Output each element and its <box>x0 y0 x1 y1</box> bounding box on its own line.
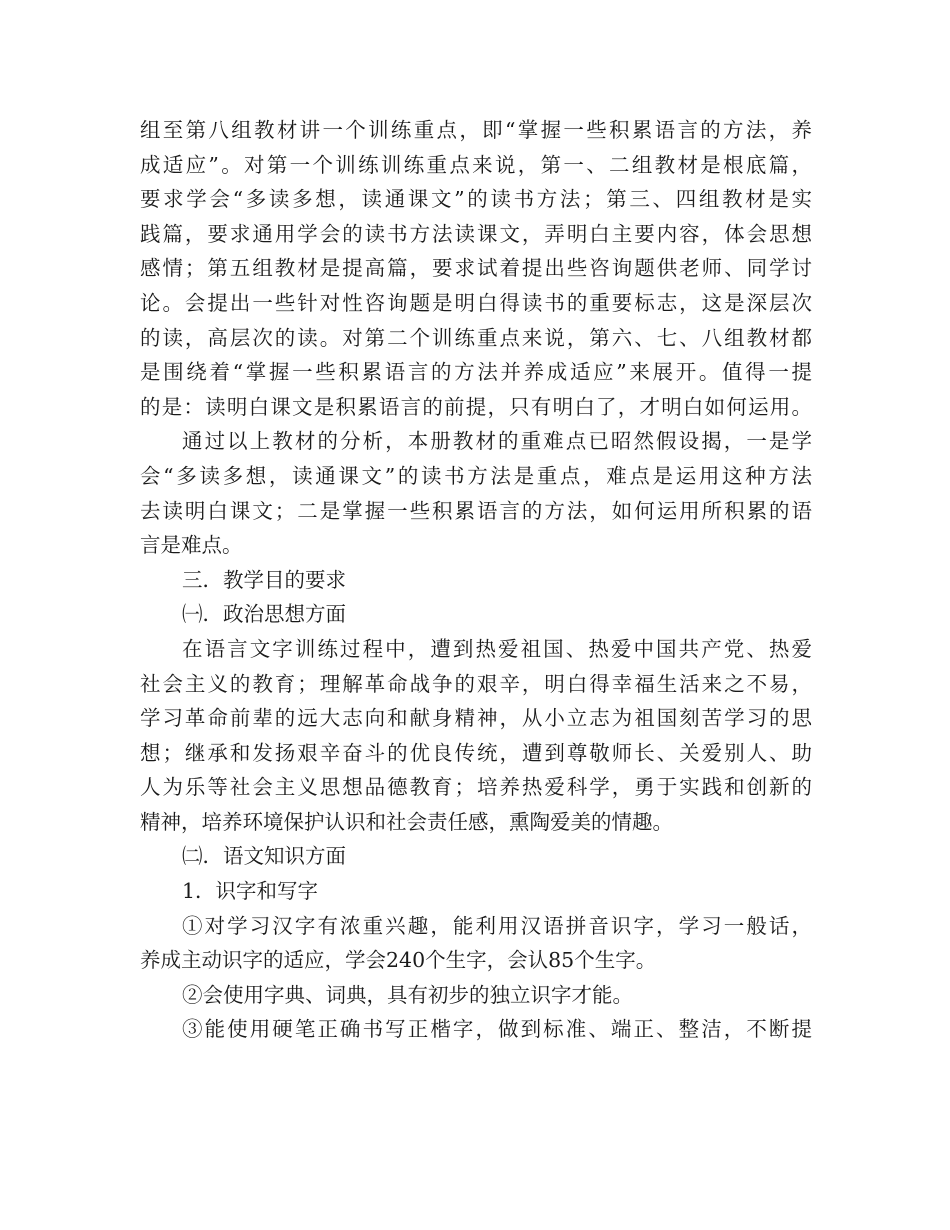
text-line: 想；继承和发扬艰辛奋斗的优良传统，遭到尊敬师长、关爱别人、助 <box>140 740 812 765</box>
text-line: 学习革命前辈的远大志向和献身精神，从小立志为祖国刻苦学习的思 <box>140 706 812 731</box>
subsection-heading: ㈡．语文知识方面 <box>182 844 346 869</box>
text-line: ③能使用硬笔正确书写正楷字，做到标准、端正、整洁，不断提 <box>182 1017 812 1042</box>
text-line: ②会使用字典、词典，具有初步的独立识字才能。 <box>182 982 633 1007</box>
text-line: 的是：读明白课文是积累语言的前提，只有明白了，才明白如何运用。 <box>140 394 812 419</box>
text-line: 精神，培养环境保护认识和社会责任感，熏陶爱美的情趣。 <box>140 809 673 834</box>
text-line: 成适应”。对第一个训练训练重点来说，第一、二组教材是根底篇， <box>140 152 812 177</box>
text-line: 论。会提出一些针对性咨询题是明白得读书的重要标志，这是深层次 <box>140 290 812 315</box>
section-heading: 三．教学目的要求 <box>182 567 346 592</box>
text-line: 要求学会“多读多想，读通课文”的读书方法；第三、四组教材是实 <box>140 187 812 212</box>
item-heading: 1．识字和写字 <box>182 879 319 904</box>
text-line: 言是难点。 <box>140 533 243 558</box>
text-line: 养成主动识字的适应，学会240个生字，会认85个生字。 <box>140 948 657 973</box>
document-page <box>140 113 812 1047</box>
text-line: 感情；第五组教材是提高篇，要求试着提出些咨询题供老师、同学讨 <box>140 256 812 281</box>
text-line: 人为乐等社会主义思想品德教育；培养热爱科学，勇于实践和创新的 <box>140 775 812 800</box>
text-line: 践篇，要求通用学会的读书方法读课文，弄明白主要内容，体会思想 <box>140 221 812 246</box>
text-line: 社会主义的教育；理解革命战争的艰辛，明白得幸福生活来之不易， <box>140 671 812 696</box>
text-line: ①对学习汉字有浓重兴趣，能利用汉语拼音识字，学习一般话， <box>182 913 812 938</box>
text-line: 在语言文字训练过程中，遭到热爱祖国、热爱中国共产党、热爱 <box>182 636 812 661</box>
text-line: 去读明白课文；二是掌握一些积累语言的方法，如何运用所积累的语 <box>140 498 812 523</box>
text-line: 通过以上教材的分析，本册教材的重难点已昭然假设揭，一是学 <box>182 429 812 454</box>
text-line: 会“多读多想，读通课文”的读书方法是重点，难点是运用这种方法 <box>140 463 812 488</box>
subsection-heading: ㈠．政治思想方面 <box>182 602 346 627</box>
text-line: 是围绕着“掌握一些积累语言的方法并养成适应”来展开。值得一提 <box>140 360 812 385</box>
text-line: 组至第八组教材讲一个训练重点，即“掌握一些积累语言的方法，养 <box>140 118 812 142</box>
text-line: 的读，高层次的读。对第二个训练重点来说，第六、七、八组教材都 <box>140 325 812 350</box>
